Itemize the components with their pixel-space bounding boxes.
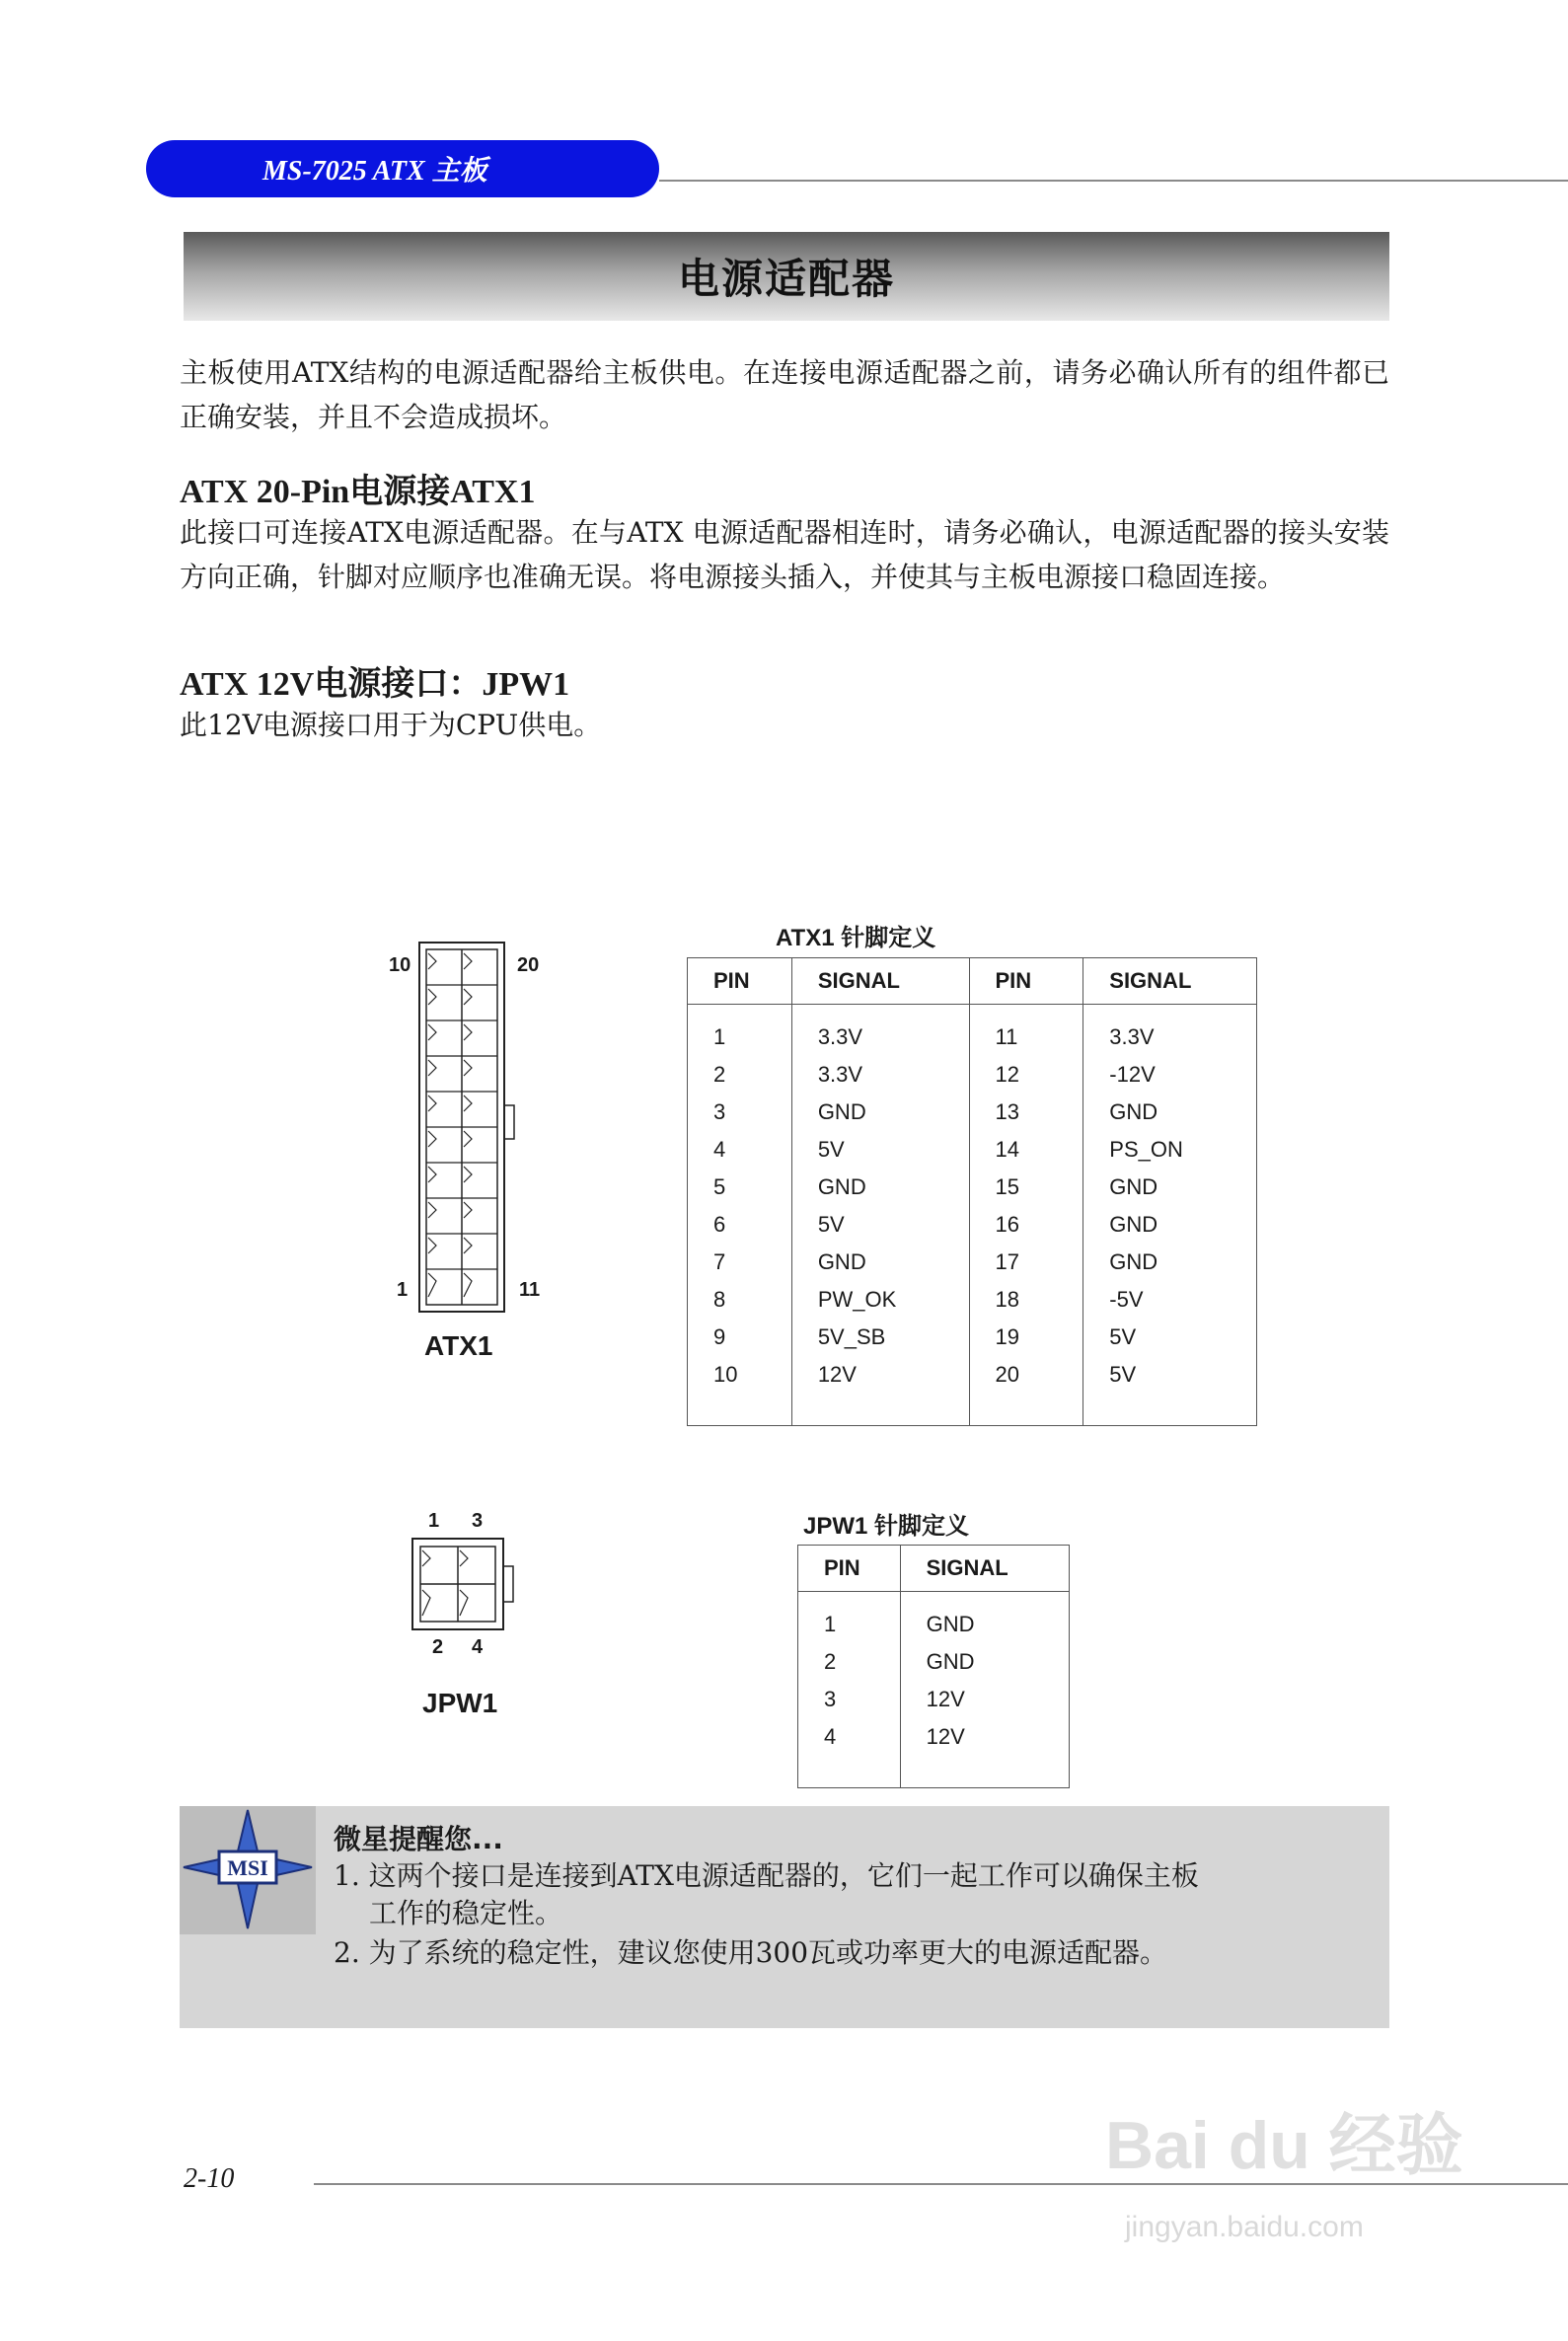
table-row: 7 GND 17 GND [688, 1244, 1257, 1281]
atx1-pin-label-top-right: 20 [517, 954, 540, 976]
table-row: 3 GND 13 GND [688, 1094, 1257, 1131]
column-header: PIN [969, 958, 1083, 1005]
column-header: PIN [798, 1546, 901, 1592]
table-header-row [798, 1546, 1070, 1592]
table-row: 10 12V 20 5V [688, 1356, 1257, 1394]
table-row: 4 5V 14 PS_ON [688, 1131, 1257, 1169]
column-header: SIGNAL [791, 958, 969, 1005]
msi-logo-icon [180, 1806, 316, 1934]
atx1-pin-label-top-left: 10 [389, 954, 411, 976]
column-header: SIGNAL [900, 1546, 1069, 1592]
section-body-jpw1: 此12V电源接口用于为CPU供电。 [180, 709, 602, 741]
jpw1-pin-label-1: 1 [428, 1510, 440, 1532]
jpw1-pin-table [797, 1545, 1070, 1788]
note-item-2: 2. 为了系统的稳定性，建议您使用300瓦或功率更大的电源适配器。 [334, 1936, 1168, 1969]
table-row: 1 GND [798, 1606, 1070, 1643]
jpw1-table-caption: JPW1 针脚定义 [803, 1513, 970, 1540]
jpw1-pin-label-3: 3 [472, 1510, 484, 1532]
table-header-row [688, 958, 1257, 1005]
note-title: 微星提醒您... [334, 1823, 503, 1855]
watermark-logo: Bai du 经验 [1105, 2108, 1463, 2183]
section-heading-jpw1: ATX 12V电源接口：JPW1 [180, 666, 570, 703]
atx1-pin-label-bottom-right: 11 [519, 1279, 541, 1301]
intro-paragraph: 主板使用ATX结构的电源适配器给主板供电。在连接电源适配器之前，请务必确认所有的组件都已正确安装，并且不会造成损坏。 [180, 356, 1389, 433]
atx1-table-caption: ATX1 针脚定义 [776, 925, 936, 951]
section-body-atx1: 此接口可连接ATX电源适配器。在与ATX 电源适配器相连时，请务必确认，电源适配器的接头安装方向正确，针脚对应顺序也准确无误。将电源接头插入，并使其与主板电源接口稳固连接。 [180, 516, 1389, 593]
jpw1-connector-label: JPW1 [422, 1688, 498, 1718]
product-title: MS-7025 ATX 主板 [262, 156, 487, 187]
header-banner [146, 140, 659, 197]
jpw1-pin-label-4: 4 [472, 1636, 484, 1658]
table-row: 6 5V 16 GND [688, 1206, 1257, 1244]
atx1-pin-table [687, 957, 1257, 1426]
watermark-url: jingyan.baidu.com [1125, 2211, 1364, 2243]
title-banner [184, 232, 1389, 321]
table-row: 3 12V [798, 1681, 1070, 1718]
page-title: 电源适配器 [677, 255, 895, 303]
atx1-pin-label-bottom-left: 1 [397, 1279, 409, 1301]
table-row: 1 3.3V 11 3.3V [688, 1019, 1257, 1056]
section-heading-atx1: ATX 20-Pin电源接ATX1 [180, 474, 536, 510]
table-row: 9 5V_SB 19 5V [688, 1319, 1257, 1356]
table-row: 2 GND [798, 1643, 1070, 1681]
note-item-1: 1. 这两个接口是连接到ATX电源适配器的，它们一起工作可以确保主板 [334, 1859, 1199, 1892]
column-header: SIGNAL [1083, 958, 1257, 1005]
note-item-1-continued: 工作的稳定性。 [369, 1897, 563, 1929]
table-row: 2 3.3V 12 -12V [688, 1056, 1257, 1094]
msi-logo-text: MSI [227, 1855, 268, 1880]
table-row: 8 PW_OK 18 -5V [688, 1281, 1257, 1319]
jpw1-connector-diagram [409, 1535, 519, 1633]
page-number: 2-10 [184, 2163, 235, 2194]
jpw1-pin-label-2: 2 [432, 1636, 444, 1658]
table-row: 4 12V [798, 1718, 1070, 1756]
atx1-connector-diagram [414, 940, 523, 1317]
header-rule [659, 180, 1568, 182]
column-header: PIN [688, 958, 792, 1005]
table-row: 5 GND 15 GND [688, 1169, 1257, 1206]
atx1-connector-label: ATX1 [424, 1330, 493, 1361]
